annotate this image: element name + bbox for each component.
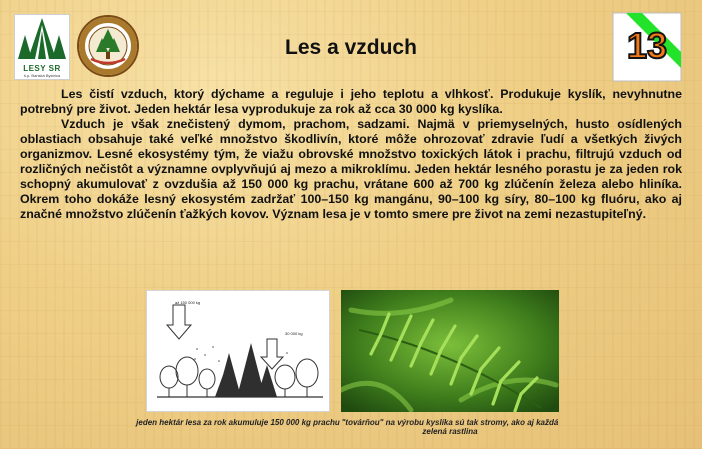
dust-accumulation-diagram xyxy=(146,290,330,412)
photo-caption: "továrňou" na výrobu kyslíka sú tak stromy, ako aj každá zelená rastlina xyxy=(341,418,559,436)
paragraph-pollution: Vzduch je však znečistený dymom, prachom, sadzami. Najmä v priemyselných, husto osídlených oblastiach obsahuje také veľké množstvo škodlivín, ktoré môže ohrozovať zdravie ľudí a všetkých živých organizmov. Lesné ekosystémy tým, že viažu obrovské množstvo toxických látok i prachu, filtrujú vzduch od rozličných nečistôt a významne ovplyvňujú aj mezo a mikroklímu. Jeden hektár lesného porastu je za jeden rok schopný akumulovať z ovzdušia až 150 000 kg prachu, vrátane 600 až 700 kg zlúčenín železa alebo hliníka. Okrem toho dokáže lesný ekosystém zadržať 100–150 kg mangánu, 90–100 kg síry, 80–100 kg fluóru, ako aj značné množstvo zlúčenín ťažkých kovov. Význam lesa je v tomto smere pre život na zemi nezastupiteľný. xyxy=(20,117,682,221)
arrow-down-icon xyxy=(167,305,283,369)
paragraph-oxygen: Les čistí vzduch, ktorý dýchame a reguluje i jeho teplotu a vlhkosť. Produkuje kyslík, nevyhnutne potrebný pre život. Jeden hektár lesa vyprodukuje za rok až cca 30 000 kg kyslíka. xyxy=(20,87,682,116)
lesy-sr-brand: LESY SR xyxy=(23,64,61,73)
page-title: Les a vzduch xyxy=(285,36,417,59)
body-text xyxy=(20,87,682,222)
panel-number: 13 xyxy=(626,25,668,66)
lesy-sr-subtitle: š.p. Banská Bystrica xyxy=(23,73,61,78)
diagram-caption: jeden hektár lesa za rok akumuluje 150 000 kg prachu xyxy=(136,418,340,427)
fern-photo xyxy=(341,290,559,412)
arrow-label-dust: až 150 000 kg xyxy=(175,300,201,305)
panel-number-badge xyxy=(612,12,682,82)
arrow-label-oxygen: 30 000 kg xyxy=(285,331,303,336)
